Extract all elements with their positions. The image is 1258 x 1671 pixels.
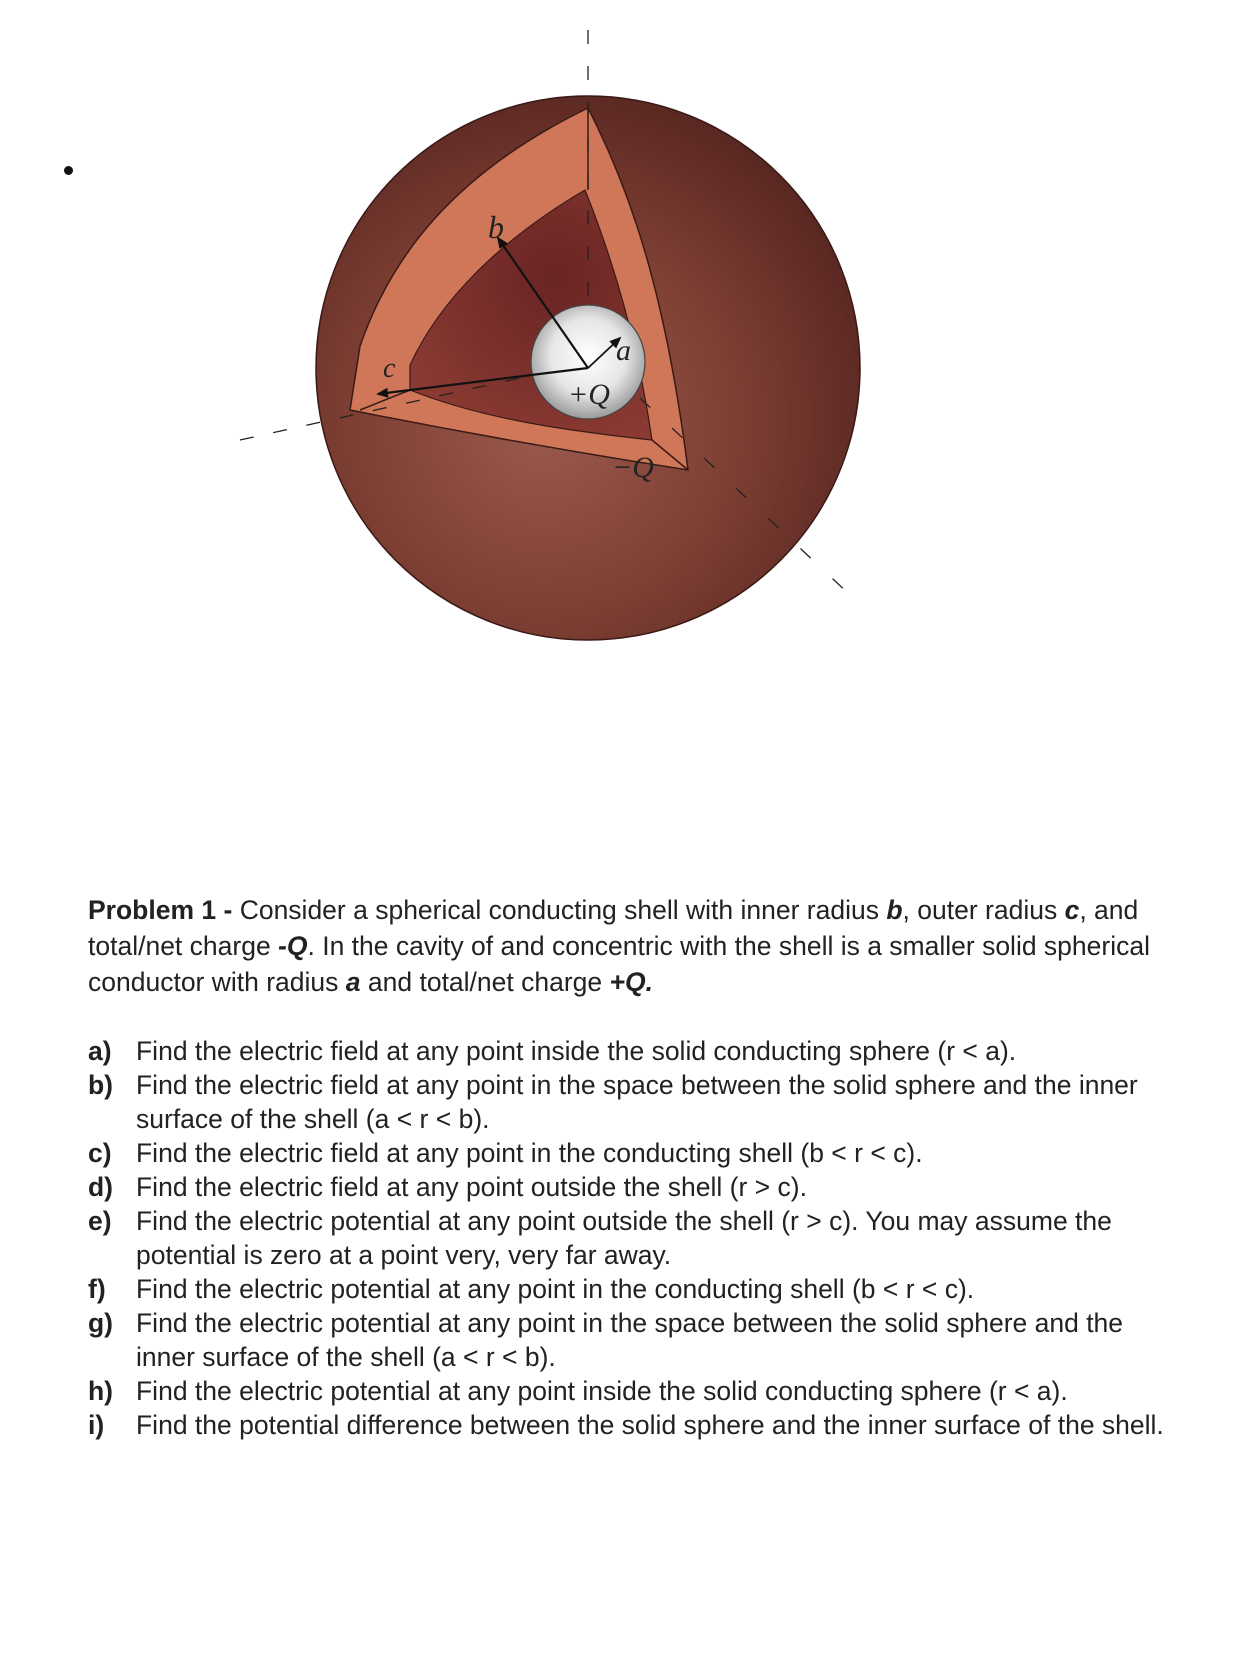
question-part bbox=[88, 1068, 1188, 1136]
part-label: i) bbox=[88, 1410, 105, 1440]
problem-text: , and total/net charge bbox=[88, 895, 1139, 961]
part-text: Find the electric potential at any point inside the solid conducting sphere (r < a). bbox=[136, 1376, 1068, 1406]
part-label: a) bbox=[88, 1036, 112, 1066]
question-part bbox=[88, 1204, 1188, 1272]
label-shell-charge: −Q bbox=[612, 451, 654, 484]
label-c: c bbox=[383, 353, 396, 384]
part-label: g) bbox=[88, 1308, 114, 1338]
problem-label: Problem 1 - bbox=[88, 895, 233, 925]
var-a: a bbox=[345, 967, 361, 997]
question-part bbox=[88, 1306, 1188, 1374]
problem-text: Consider a spherical conducting shell with inner radius bbox=[232, 895, 887, 925]
label-inner-charge: +Q bbox=[568, 378, 610, 411]
part-text: Find the electric field at any point in the space between the solid sphere and the inner surface of the shell (a < r < b). bbox=[136, 1070, 1138, 1134]
part-text: Find the electric field at any point inside the solid conducting sphere (r < a). bbox=[136, 1036, 1017, 1066]
question-part bbox=[88, 1272, 1188, 1306]
var-neg-q: -Q bbox=[278, 931, 308, 961]
part-label: d) bbox=[88, 1172, 114, 1202]
problem-text: and total/net charge bbox=[360, 967, 610, 997]
question-parts bbox=[88, 1034, 1188, 1442]
var-pos-q: +Q. bbox=[609, 967, 653, 997]
part-label: f) bbox=[88, 1274, 106, 1304]
var-c: c bbox=[1064, 895, 1080, 925]
var-b: b bbox=[886, 895, 903, 925]
problem-text: , outer radius bbox=[902, 895, 1065, 925]
part-text: Find the electric potential at any point in the conducting shell (b < r < c). bbox=[136, 1274, 975, 1304]
question-part bbox=[88, 1034, 1188, 1068]
part-label: h) bbox=[88, 1376, 114, 1406]
part-text: Find the electric potential at any point outside the shell (r > c). You may assume the potential is zero at a point very, very far away. bbox=[136, 1206, 1112, 1270]
problem-statement bbox=[88, 892, 1198, 1000]
part-label: b) bbox=[88, 1070, 114, 1100]
problem-text: . In the cavity of and concentric with the shell is a smaller solid spherical conductor with radius bbox=[88, 931, 1150, 997]
part-text: Find the electric field at any point outside the shell (r > c). bbox=[136, 1172, 807, 1202]
part-label: e) bbox=[88, 1206, 112, 1236]
part-label: c) bbox=[88, 1138, 112, 1168]
part-text: Find the potential difference between the solid sphere and the inner surface of the shell. bbox=[136, 1410, 1164, 1440]
question-part bbox=[88, 1374, 1188, 1408]
question-part bbox=[88, 1136, 1188, 1170]
part-text: Find the electric potential at any point in the space between the solid sphere and the inner surface of the shell (a < r < b). bbox=[136, 1308, 1124, 1372]
part-text: Find the electric field at any point in the conducting shell (b < r < c). bbox=[136, 1138, 923, 1168]
label-b: b bbox=[488, 209, 504, 245]
label-a: a bbox=[616, 334, 631, 367]
question-part bbox=[88, 1408, 1188, 1442]
spherical-shell-diagram bbox=[0, 0, 1258, 700]
question-part bbox=[88, 1170, 1188, 1204]
